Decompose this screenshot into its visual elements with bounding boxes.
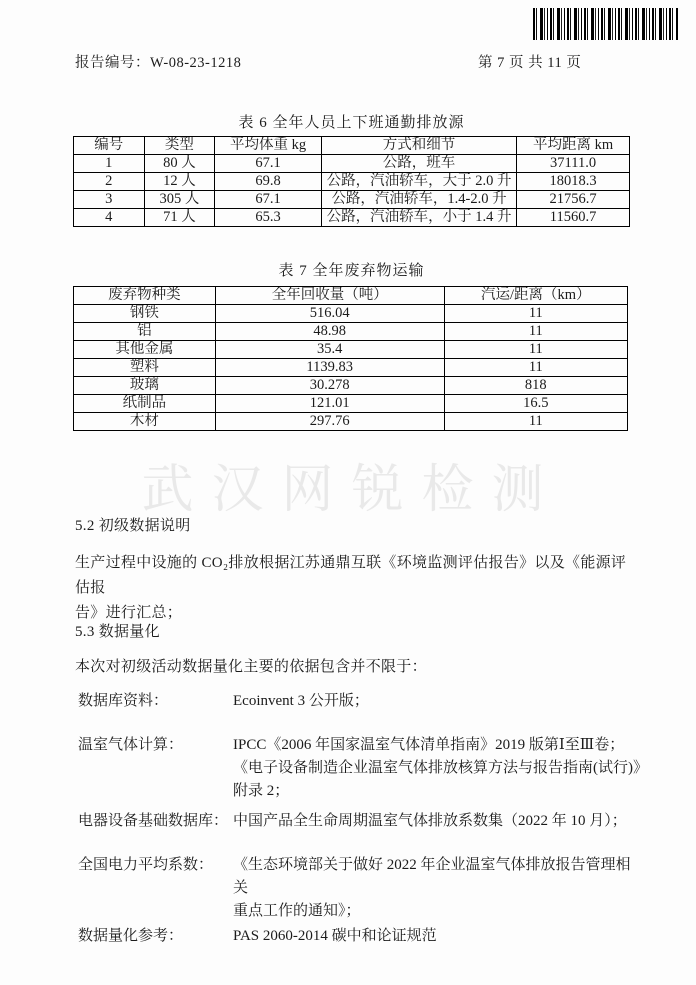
reference-line: IPCC《2006 年国家温室气体清单指南》2019 版第Ⅰ至Ⅲ卷； <box>233 737 625 753</box>
reference-value <box>233 690 643 713</box>
table6-title: 表 6 全年人员上下班通勤排放源 <box>238 115 465 131</box>
reference-line: Ecoinvent 3 公开版； <box>233 693 369 709</box>
table-row <box>74 209 630 227</box>
table-cell: 塑料 <box>74 359 216 377</box>
report-number: 报告编号：W-08-23-1218 <box>75 55 242 71</box>
reference-line: 附录 2； <box>233 783 290 799</box>
reference-line: 中国产品全生命周期温室气体排放系数集（2022 年 10 月）； <box>233 813 627 829</box>
table-waste-transport <box>73 286 628 431</box>
reference-line: 《生态环境部关于做好 2022 年企业温室气体排放报告管理相关 <box>233 857 631 896</box>
table-cell: 297.76 <box>215 413 444 431</box>
reference-line: PAS 2060-2014 碳中和论证规范 <box>233 928 437 944</box>
table-cell: 16.5 <box>444 395 627 413</box>
table-header-cell: 平均体重 kg <box>215 137 322 155</box>
table-header-row <box>74 137 630 155</box>
table-cell: 钢铁 <box>74 305 216 323</box>
table-cell: 铝 <box>74 323 216 341</box>
table-cell: 121.01 <box>215 395 444 413</box>
table-header-cell: 类型 <box>144 137 215 155</box>
page-number: 第 7 页 共 11 页 <box>478 55 582 71</box>
table-cell: 18018.3 <box>517 173 630 191</box>
section-5-2-paragraph <box>75 551 640 626</box>
reference-line: 重点工作的通知》； <box>233 903 361 919</box>
table-cell: 11 <box>444 341 627 359</box>
table-cell: 1139.83 <box>215 359 444 377</box>
table-row <box>74 359 628 377</box>
reference-label: 电器设备基础数据库： <box>78 813 229 829</box>
reference-row <box>78 690 643 713</box>
section-5-2-heading: 5.2 初级数据说明 <box>75 518 191 534</box>
table-cell: 48.98 <box>215 323 444 341</box>
reference-label: 温室气体计算： <box>78 737 184 753</box>
table-cell: 11 <box>444 305 627 323</box>
table-header-cell: 编号 <box>74 137 145 155</box>
table-cell: 37111.0 <box>517 155 630 173</box>
section-5-3-intro: 本次对初级活动数据量化主要的依据包含并不限于： <box>75 659 427 675</box>
section-5-3-heading: 5.3 数据量化 <box>75 624 160 640</box>
table-cell: 305 人 <box>144 191 215 209</box>
table-header-row <box>74 287 628 305</box>
reference-row <box>78 925 643 948</box>
reference-value <box>233 854 643 923</box>
table-cell: 木材 <box>74 413 216 431</box>
table-cell: 12 人 <box>144 173 215 191</box>
table-row <box>74 173 630 191</box>
reference-line: 《电子设备制造企业温室气体排放核算方法与报告指南(试行)》 <box>233 760 648 776</box>
table-row <box>74 413 628 431</box>
reference-value <box>233 925 643 948</box>
table7-title: 表 7 全年废弃物运输 <box>278 263 425 279</box>
table-cell: 4 <box>74 209 145 227</box>
table-cell: 30.278 <box>215 377 444 395</box>
table-cell: 其他金属 <box>74 341 216 359</box>
table-row <box>74 155 630 173</box>
reference-label: 全国电力平均系数： <box>78 857 214 873</box>
reference-row <box>78 810 643 833</box>
paragraph-line: 生产过程中设施的 CO₂排放根据江苏通鼎互联《环境监测评估报告》以及《能源评估报 <box>75 555 627 596</box>
table-cell: 71 人 <box>144 209 215 227</box>
table-cell: 11 <box>444 413 627 431</box>
table-row <box>74 305 628 323</box>
table-header-cell: 全年回收量（吨） <box>215 287 444 305</box>
table-header-cell: 汽运/距离（km） <box>444 287 627 305</box>
table-header-cell: 废弃物种类 <box>74 287 216 305</box>
table-header-cell: 平均距离 km <box>517 137 630 155</box>
reference-label: 数据量化参考： <box>78 928 184 944</box>
table-row <box>74 341 628 359</box>
table-cell: 1 <box>74 155 145 173</box>
table-cell: 516.04 <box>215 305 444 323</box>
table-cell: 67.1 <box>215 191 322 209</box>
table-cell: 公路，汽油轿车，小于 1.4 升 <box>321 209 516 227</box>
reference-label: 数据库资料： <box>78 693 169 709</box>
table-cell: 公路，班车 <box>321 155 516 173</box>
reference-value <box>233 810 643 833</box>
table-row <box>74 323 628 341</box>
table-commute-emission-sources <box>73 136 630 227</box>
table-cell: 公路，汽油轿车，大于 2.0 升 <box>321 173 516 191</box>
reference-row <box>78 734 648 803</box>
paragraph-line: 告》进行汇总； <box>75 605 183 621</box>
table-row <box>74 395 628 413</box>
table-cell: 69.8 <box>215 173 322 191</box>
reference-list <box>78 690 648 948</box>
table-header-cell: 方式和细节 <box>321 137 516 155</box>
reference-row <box>78 854 643 923</box>
table-cell: 2 <box>74 173 145 191</box>
table-cell: 11 <box>444 359 627 377</box>
table-cell: 21756.7 <box>517 191 630 209</box>
table-cell: 玻璃 <box>74 377 216 395</box>
table-cell: 818 <box>444 377 627 395</box>
watermark-text: 武汉网锐检测 <box>141 462 562 519</box>
table-cell: 11560.7 <box>517 209 630 227</box>
table-cell: 65.3 <box>215 209 322 227</box>
table-cell: 67.1 <box>215 155 322 173</box>
table-cell: 公路，汽油轿车，1.4-2.0 升 <box>321 191 516 209</box>
table-cell: 80 人 <box>144 155 215 173</box>
table-cell: 35.4 <box>215 341 444 359</box>
reference-value <box>233 734 648 803</box>
table-cell: 3 <box>74 191 145 209</box>
table-cell: 纸制品 <box>74 395 216 413</box>
table-row <box>74 377 628 395</box>
table-row <box>74 191 630 209</box>
barcode-image <box>533 8 678 40</box>
table-cell: 11 <box>444 323 627 341</box>
